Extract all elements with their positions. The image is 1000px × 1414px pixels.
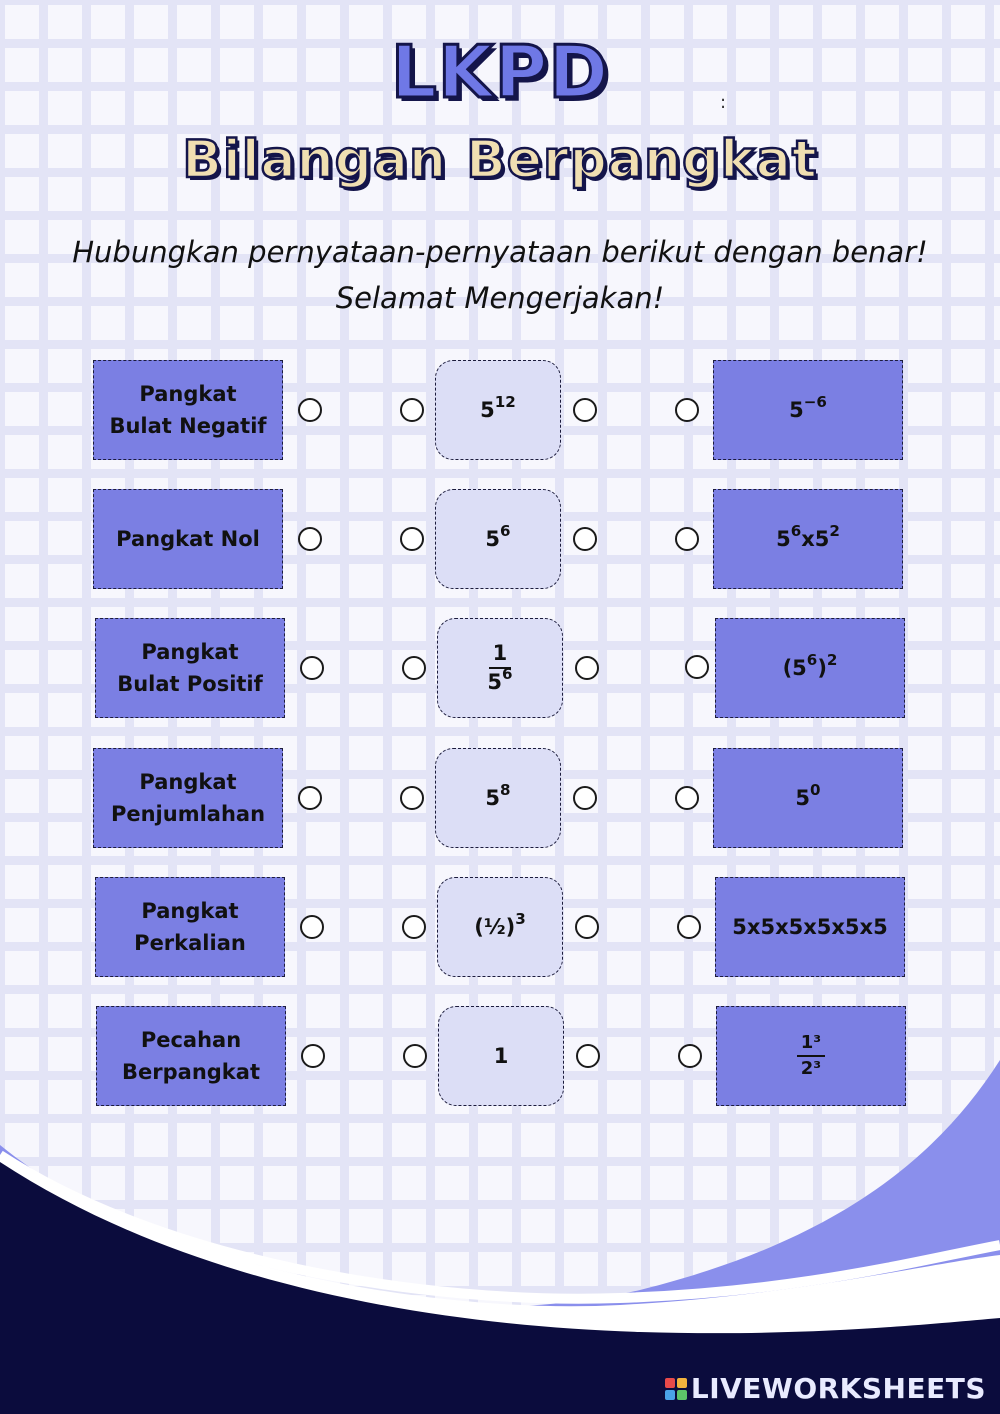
match-dot-right-4[interactable] — [675, 786, 699, 810]
repeated-multiplication: 5x5x5x5x5x5 — [732, 915, 888, 939]
label-line: Pangkat — [141, 899, 239, 923]
middle-item-2 — [435, 489, 561, 589]
label-line: Pangkat Nol — [116, 527, 260, 551]
brand-watermark — [665, 1372, 986, 1405]
decorative-waves — [0, 1050, 1000, 1414]
base: 5 — [485, 527, 501, 551]
label-line: Pangkat — [141, 640, 239, 664]
power-expression — [480, 392, 516, 422]
liveworksheets-logo-icon — [665, 1378, 687, 1400]
worksheet-title: LKPD — [390, 30, 610, 114]
right-item-3 — [715, 618, 905, 718]
middle-item-3 — [437, 618, 563, 718]
base: 5 — [776, 527, 791, 551]
power-expression — [795, 780, 821, 810]
label-line: Bulat Positif — [117, 672, 263, 696]
match-dot-mid-left-3[interactable] — [402, 656, 426, 680]
base: 5 — [792, 656, 807, 680]
brand-name: LIVEWORKSHEETS — [690, 1372, 986, 1405]
worksheet-subtitle: Bilangan Berpangkat — [182, 130, 818, 190]
exponent: 2 — [829, 521, 840, 540]
label-line: Perkalian — [134, 931, 246, 955]
match-dot-mid-right-2[interactable] — [573, 527, 597, 551]
match-dot-right-1[interactable] — [675, 398, 699, 422]
denominator: 2³ — [800, 1058, 822, 1079]
match-dot-left-1[interactable] — [298, 398, 322, 422]
right-item-4 — [713, 748, 903, 848]
match-dot-mid-right-4[interactable] — [573, 786, 597, 810]
label-line: Penjumlahan — [110, 802, 266, 826]
right-item-5 — [715, 877, 905, 977]
inner-exponent: 6 — [806, 650, 818, 669]
power-expression — [789, 392, 827, 422]
numerator: 1 — [489, 642, 512, 669]
middle-item-4 — [435, 748, 561, 848]
middle-item-5 — [437, 877, 563, 977]
operator: x — [801, 527, 815, 551]
match-dot-left-5[interactable] — [300, 915, 324, 939]
match-dot-left-3[interactable] — [300, 656, 324, 680]
base: 5 — [795, 786, 811, 810]
match-dot-mid-left-4[interactable] — [400, 786, 424, 810]
denominator — [487, 664, 513, 694]
middle-item-1 — [435, 360, 561, 460]
match-dot-mid-right-5[interactable] — [575, 915, 599, 939]
label-line: Pecahan — [140, 1028, 242, 1052]
numerator: 1³ — [797, 1033, 825, 1057]
base: 5 — [480, 398, 495, 422]
base: 5 — [487, 670, 503, 694]
fraction — [487, 642, 512, 694]
left-label-perkalian — [95, 877, 285, 977]
exponent: 6 — [502, 664, 513, 683]
exponent: 6 — [500, 521, 511, 540]
power-of-power-expression — [782, 650, 838, 680]
value-one: 1 — [493, 1044, 509, 1068]
match-dot-mid-left-1[interactable] — [400, 398, 424, 422]
exponent: 3 — [515, 909, 526, 928]
power-expression — [485, 521, 511, 551]
label-line: Pangkat — [139, 770, 237, 794]
base: 5 — [814, 527, 830, 551]
product-expression — [776, 521, 840, 551]
left-label-bulat-negatif — [93, 360, 283, 460]
base: (½) — [474, 915, 516, 939]
match-dot-right-5[interactable] — [677, 915, 701, 939]
label-line: Berpangkat — [122, 1060, 260, 1084]
exponent: 12 — [494, 392, 516, 411]
match-dot-left-4[interactable] — [298, 786, 322, 810]
power-expression — [485, 780, 511, 810]
exponent: 8 — [500, 780, 511, 799]
close-paren: ) — [817, 656, 827, 680]
left-label-bulat-positif — [95, 618, 285, 718]
open-paren: ( — [782, 656, 793, 680]
right-item-1 — [713, 360, 903, 460]
match-dot-left-2[interactable] — [298, 527, 322, 551]
left-label-penjumlahan — [93, 748, 283, 848]
label-line: Bulat Negatif — [109, 414, 267, 438]
outer-exponent: 2 — [826, 650, 838, 669]
match-dot-mid-left-2[interactable] — [400, 527, 424, 551]
instruction-line-1: Hubungkan pernyataan-pernyataan berikut dengan benar! — [72, 235, 928, 269]
right-item-2 — [713, 489, 903, 589]
match-dot-right-3[interactable] — [685, 655, 709, 679]
base: 5 — [485, 786, 501, 810]
match-dot-mid-left-5[interactable] — [402, 915, 426, 939]
power-expression — [474, 909, 526, 939]
match-dot-mid-right-3[interactable] — [575, 656, 599, 680]
exponent: 0 — [810, 780, 821, 799]
left-label-nol — [93, 489, 283, 589]
match-dot-right-2[interactable] — [675, 527, 699, 551]
label-line: Pangkat — [139, 382, 237, 406]
base: 5 — [789, 398, 804, 422]
exponent: 6 — [790, 521, 802, 540]
instruction-line-2: Selamat Mengerjakan! — [335, 281, 665, 315]
match-dot-mid-right-1[interactable] — [573, 398, 597, 422]
stray-dots: : — [720, 92, 727, 113]
exponent: −6 — [803, 392, 827, 411]
